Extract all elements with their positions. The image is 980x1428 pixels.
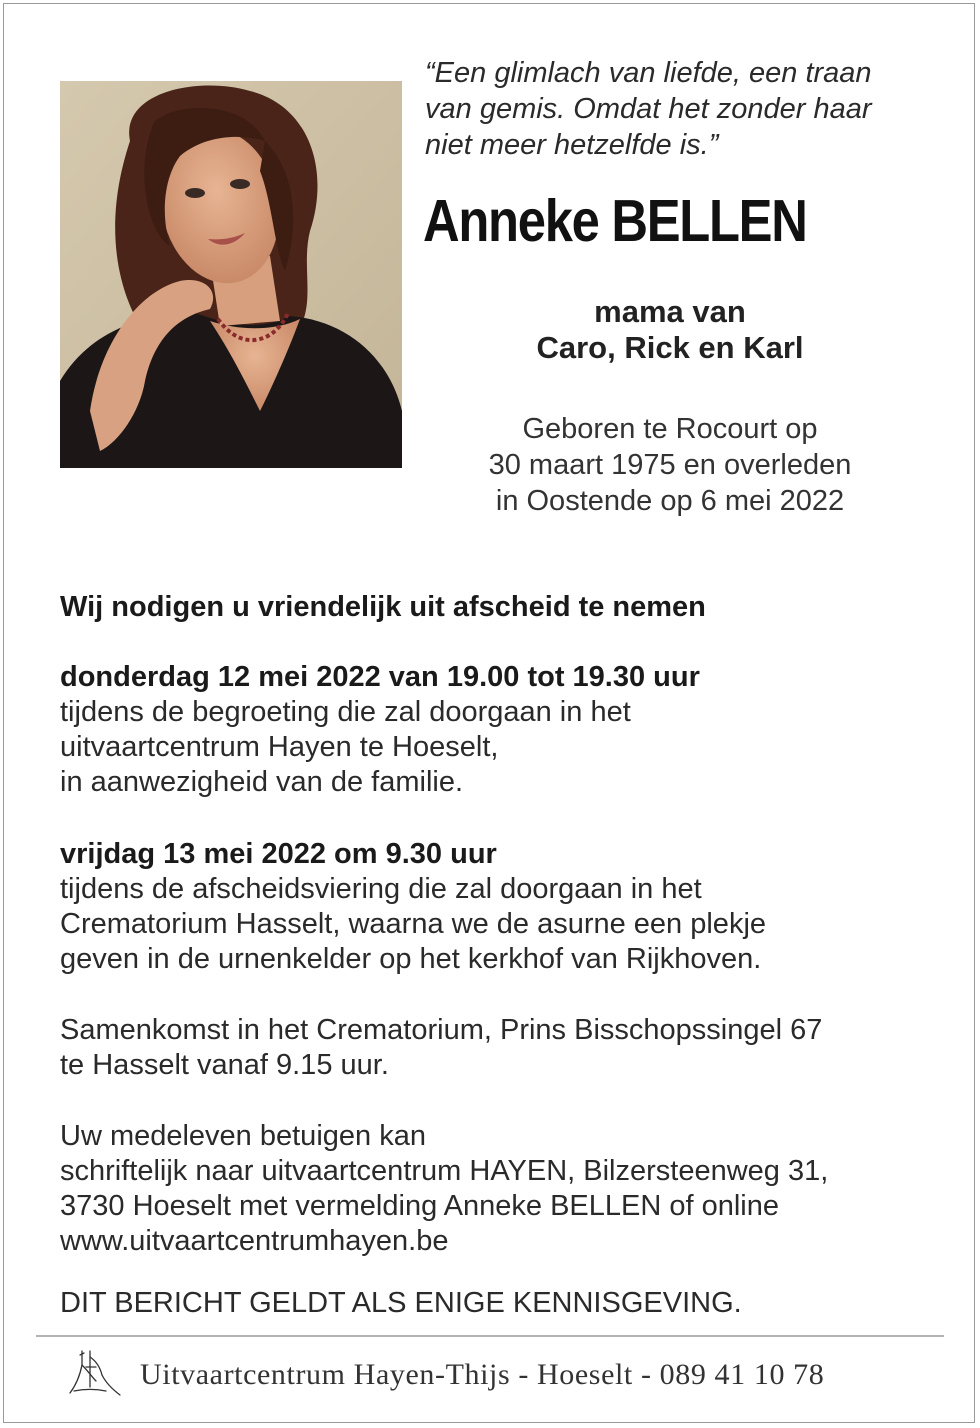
event-line: in aanwezigheid van de familie. — [60, 766, 464, 798]
event-line: uitvaartcentrum Hayen te Hoeselt, — [60, 731, 499, 763]
dates-line: Geboren te Rocourt op — [522, 413, 818, 445]
quote-line: niet meer hetzelfde is.” — [425, 129, 719, 161]
event-farewell — [60, 837, 940, 977]
funeral-home-logo-icon — [66, 1347, 124, 1399]
invitation-heading: Wij nodigen u vriendelijk uit afscheid te nemen — [60, 591, 706, 623]
event-time: donderdag 12 mei 2022 van 19.00 tot 19.30 uur — [60, 661, 700, 693]
condolence-line: 3730 Hoeselt met vermelding Anneke BELLEN of online — [60, 1190, 779, 1222]
quote-line: van gemis. Omdat het zonder haar — [425, 93, 872, 125]
portrait-photo — [60, 81, 402, 468]
event-time: vrijdag 13 mei 2022 om 9.30 uur — [60, 838, 497, 870]
event-line: geven in de urnenkelder op het kerkhof van Rijkhoven. — [60, 943, 762, 975]
relation-line: mama van — [594, 294, 746, 329]
meeting-line: te Hasselt vanaf 9.15 uur. — [60, 1049, 389, 1081]
quote-line: “Een glimlach van liefde, een traan — [425, 57, 872, 89]
condolence-line: www.uitvaartcentrumhayen.be — [60, 1225, 449, 1257]
footer-contact: Uitvaartcentrum Hayen-Thijs - Hoeselt - 089 41 10 78 — [140, 1358, 825, 1391]
meeting-info — [60, 1013, 940, 1083]
dates-line: 30 maart 1975 en overleden — [488, 449, 852, 481]
family-relation — [400, 294, 940, 366]
condolence-line: schriftelijk naar uitvaartcentrum HAYEN, Bilzersteenweg 31, — [60, 1155, 829, 1187]
official-notice: DIT BERICHT GELDT ALS ENIGE KENNISGEVING. — [60, 1287, 742, 1319]
condolence-info — [60, 1119, 940, 1259]
condolence-line: Uw medeleven betuigen kan — [60, 1120, 426, 1152]
dates-line: in Oostende op 6 mei 2022 — [495, 485, 845, 517]
event-line: tijdens de begroeting die zal doorgaan in het — [60, 696, 631, 728]
event-visitation — [60, 660, 940, 800]
meeting-line: Samenkomst in het Crematorium, Prins Bisschopssingel 67 — [60, 1014, 823, 1046]
event-line: tijdens de afscheidsviering die zal doorgaan in het — [60, 873, 702, 905]
memorial-quote — [425, 55, 945, 163]
relation-line: Caro, Rick en Karl — [536, 330, 804, 365]
birth-death-dates — [400, 411, 940, 519]
deceased-name: Anneke BELLEN — [423, 188, 807, 254]
footer-divider — [36, 1335, 944, 1337]
event-line: Crematorium Hasselt, waarna we de asurne een plekje — [60, 908, 767, 940]
